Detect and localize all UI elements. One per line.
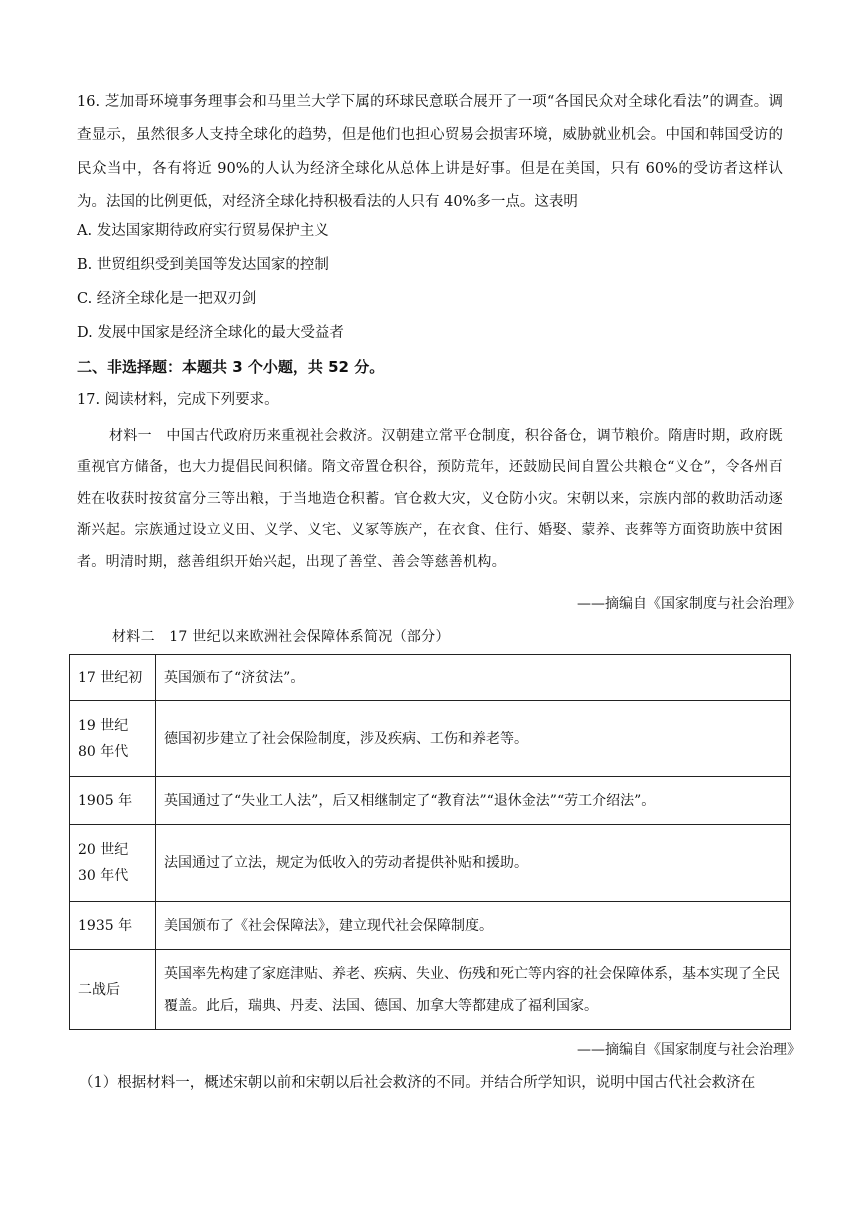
material-1-source: ——摘编自《国家制度与社会治理》: [577, 596, 801, 612]
event-cell: 德国初步建立了社会保险制度，涉及疾病、工伤和养老等。: [156, 701, 791, 777]
option-d: D. 发展中国家是经济全球化的最大受益者: [77, 325, 344, 341]
event-cell: 英国通过了“失业工人法”，后又相继制定了“教育法”“退休金法”“劳工介绍法”。: [156, 777, 791, 825]
period-cell: 1935 年: [70, 902, 156, 950]
material-1-text: 材料一 中国古代政府历来重视社会救济。汉朝建立常平仓制度，积谷备仓，调节粮价。隋唐时期，政府既重视官方储备，也大力提倡民间积储。隋文帝置仓积谷，预防荒年，还鼓励民间自置公共粮仓“义仓”，令各州百姓在收获时按贫富分三等出粮，于当地造仓积蓄。官仓救大灾，义仓防小灾。宋朝以来，宗族内部的救助活动逐渐兴起。宗族通过设立义田、义学、义宅、义冢等族产，在衣食、住行、婚娶、蒙养、丧葬等方面资助族中贫困者。明清时期，慈善组织开始兴起，出现了善堂、善会等慈善机构。: [77, 428, 783, 570]
table-row: [70, 701, 791, 777]
table-row: [70, 902, 791, 950]
event-cell: 英国率先构建了家庭津贴、养老、疾病、失业、伤残和死亡等内容的社会保障体系，基本实现了全民覆盖。此后，瑞典、丹麦、法国、德国、加拿大等都建成了福利国家。: [156, 950, 791, 1030]
period-cell: 17 世纪初: [70, 655, 156, 701]
period-cell: 二战后: [70, 950, 156, 1030]
event-cell: 法国通过了立法，规定为低收入的劳动者提供补贴和援助。: [156, 825, 791, 902]
sub-question-1: （1）根据材料一，概述宋朝以前和宋朝以后社会救济的不同。并结合所学知识，说明中国古代社会救济在: [79, 1075, 756, 1091]
period-cell: 19 世纪 80 年代: [70, 701, 156, 777]
material-2-table: [69, 654, 791, 1030]
question-16-stem: 16. 芝加哥环境事务理事会和马里兰大学下属的环球民意联合展开了一项“各国民众对全球化看法”的调查。调查显示，虽然很多人支持全球化的趋势，但是他们也担心贸易会损害环境，威胁就业机会。中国和韩国受访的民众当中，各有将近 90%的人认为经济全球化从总体上讲是好事。但是在美国，只有 60%的受访者这样认为。法国的比例更低，对经济全球化持积极看法的人只有 40%多一点。这表明: [77, 94, 783, 211]
table-row: [70, 655, 791, 701]
material-2-caption: 材料二 17 世纪以来欧洲社会保障体系简况（部分）: [112, 629, 450, 645]
material-2-source: ——摘编自《国家制度与社会治理》: [577, 1042, 801, 1058]
period-cell: 1905 年: [70, 777, 156, 825]
table-row: [70, 825, 791, 902]
option-c: C. 经济全球化是一把双刃剑: [77, 291, 257, 307]
option-a: A. 发达国家期待政府实行贸易保护主义: [77, 223, 329, 239]
event-cell: 美国颁布了《社会保障法》，建立现代社会保障制度。: [156, 902, 791, 950]
question-17-stem: 17. 阅读材料，完成下列要求。: [77, 392, 279, 408]
table-row: [70, 950, 791, 1030]
section-heading: 二、非选择题：本题共 3 个小题，共 52 分。: [77, 358, 385, 376]
period-cell: 20 世纪 30 年代: [70, 825, 156, 902]
option-b: B. 世贸组织受到美国等发达国家的控制: [77, 257, 329, 273]
table-row: [70, 777, 791, 825]
event-cell: 英国颁布了“济贫法”。: [156, 655, 791, 701]
